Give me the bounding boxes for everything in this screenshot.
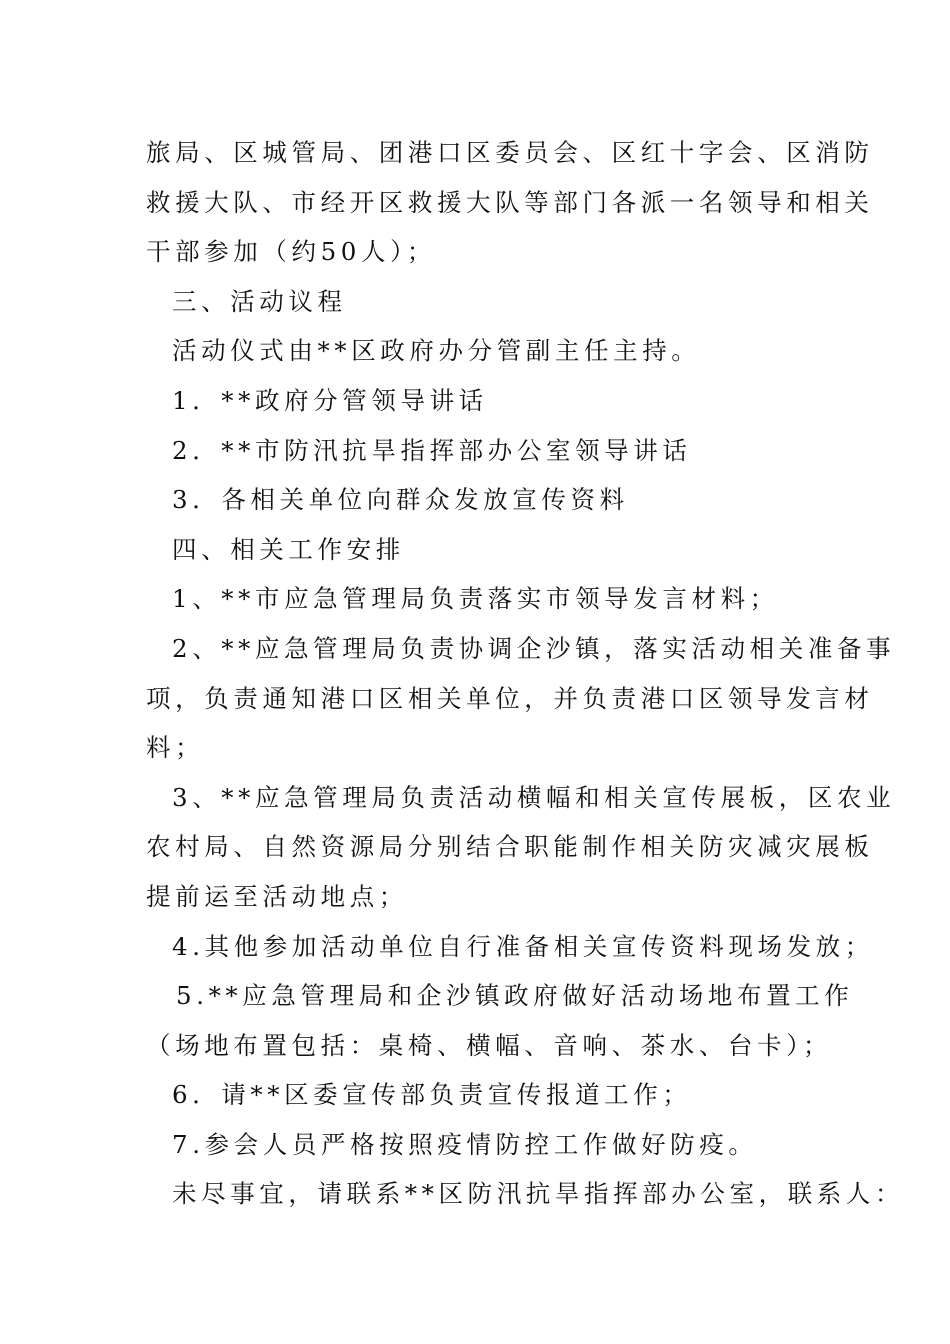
arrangement-item: 5.**应急管理局和企沙镇政府做好活动场地布置工作 xyxy=(176,981,854,1011)
arrangement-item: 4.其他参加活动单位自行准备相关宣传资料现场发放； xyxy=(172,931,874,961)
body-line: 旅局、区城管局、团港口区委员会、区红十字会、区消防 xyxy=(146,138,874,167)
body-line: 活动仪式由**区政府办分管副主任主持。 xyxy=(172,336,701,366)
agenda-item: 1．**政府分管领导讲话 xyxy=(172,385,488,415)
body-line: 料； xyxy=(146,733,205,763)
agenda-item: 2．**市防汛抗旱指挥部办公室领导讲话 xyxy=(172,435,692,465)
arrangement-item: 6．请**区委宣传部负责宣传报道工作； xyxy=(172,1080,692,1110)
body-line: 农村局、自然资源局分别结合职能制作相关防灾减灾展板 xyxy=(146,832,874,862)
body-line: 干部参加（约50人）； xyxy=(146,237,437,267)
body-line: （场地布置包括：桌椅、横幅、音响、茶水、台卡）； xyxy=(146,1030,833,1060)
arrangement-item: 1、**市应急管理局负责落实市领导发言材料； xyxy=(172,584,779,614)
section-heading-agenda: 三、活动议程 xyxy=(172,286,347,316)
body-line: 救援大队、市经开区救援大队等部门各派一名领导和相关 xyxy=(146,187,874,217)
arrangement-item: 3、**应急管理局负责活动横幅和相关宣传展板，区农业 xyxy=(172,782,896,812)
arrangement-item: 7.参会人员严格按照疫情防控工作做好防疫。 xyxy=(172,1129,758,1159)
body-line: 项，负责通知港口区相关单位，并负责港口区领导发言材 xyxy=(146,683,874,713)
body-line: 提前运至活动地点； xyxy=(146,881,408,911)
document-body xyxy=(146,128,905,1219)
arrangement-item: 2、**应急管理局负责协调企沙镇，落实活动相关准备事 xyxy=(172,633,896,663)
contact-line: 未尽事宜，请联系**区防汛抗旱指挥部办公室，联系人： xyxy=(172,1179,905,1209)
agenda-item: 3．各相关单位向群众发放宣传资料 xyxy=(172,485,629,515)
section-heading-arrangements: 四、相关工作安排 xyxy=(172,534,405,564)
